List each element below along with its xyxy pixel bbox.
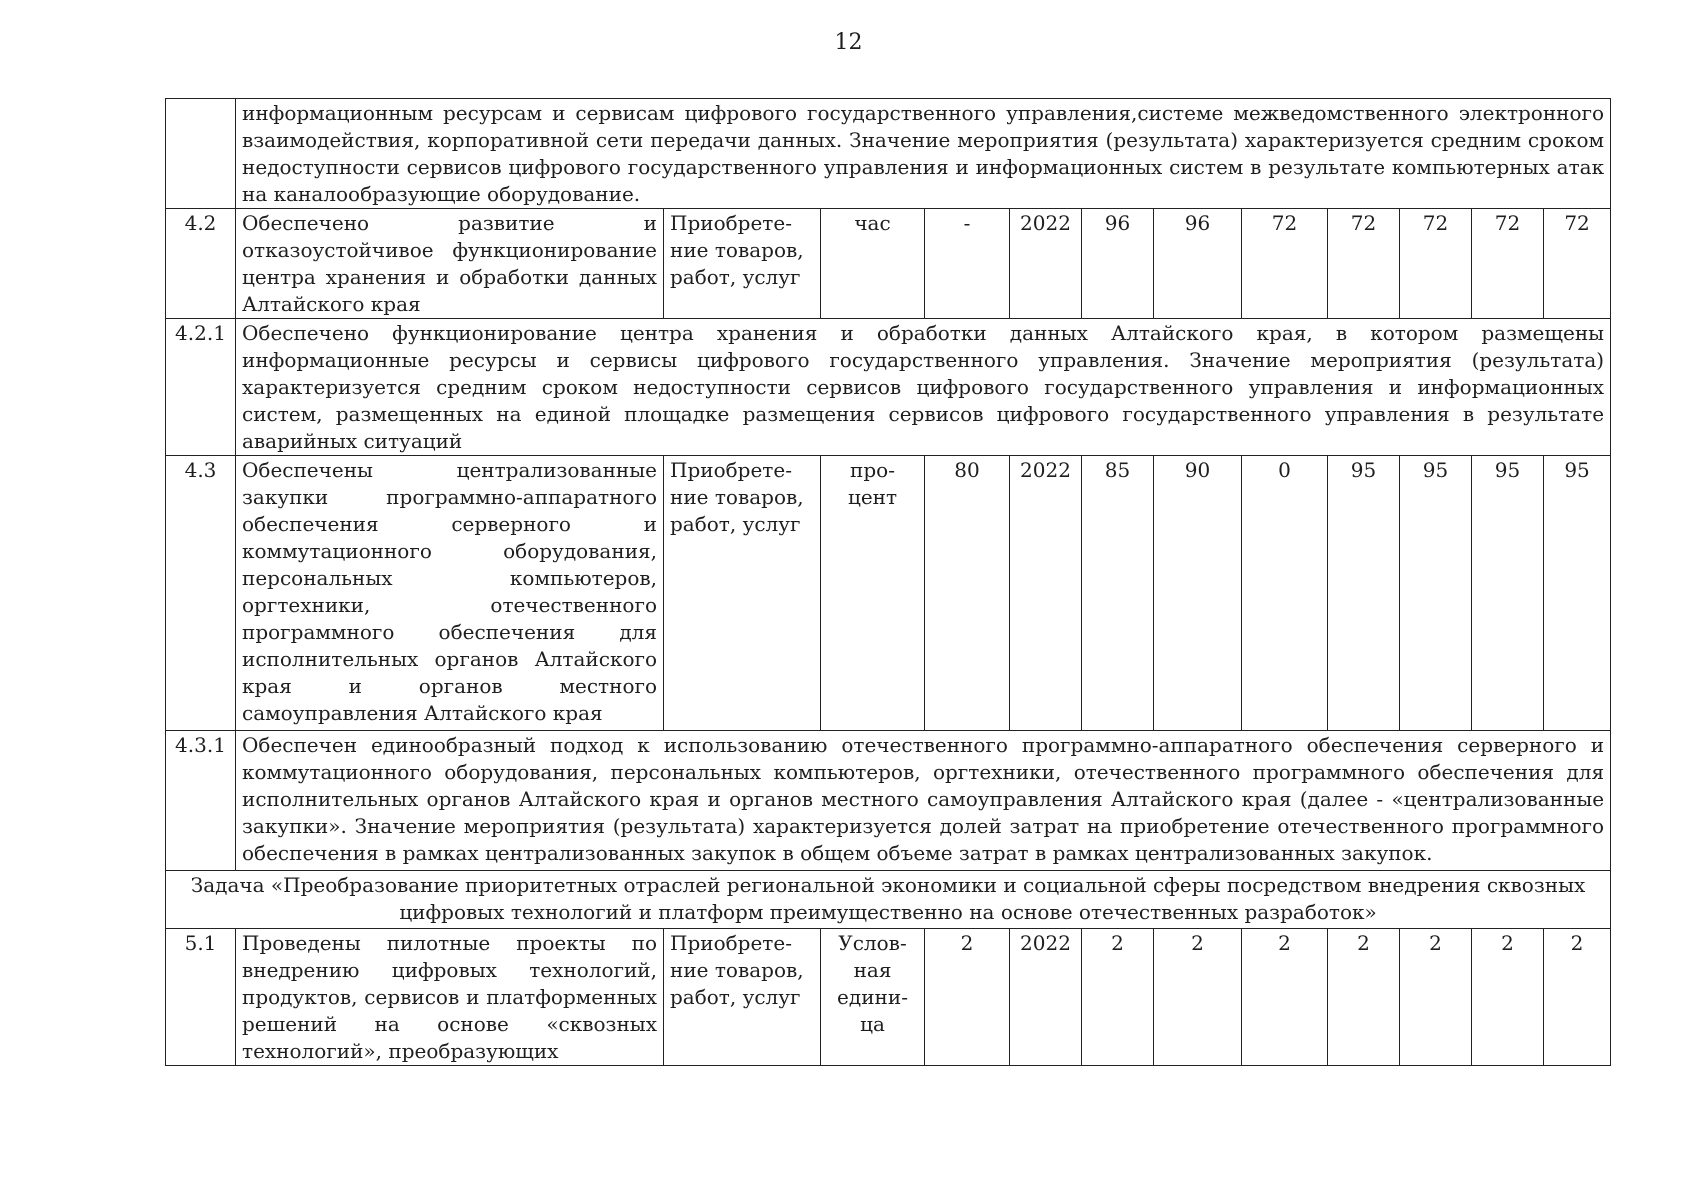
year-value: 72 — [1472, 209, 1544, 319]
result-type: Приобрете-ние товаров, работ, услуг — [664, 456, 821, 731]
base-year: 2022 — [1010, 456, 1082, 731]
result-name: Обеспечены централизованные закупки программно-аппаратного обеспечения серверного и коммутационного оборудования, персональных компьютеров, оргтехники, отечественного программного обеспечения для исполнительных органов Алтайского края и органов местного самоуправления Алтайского края — [236, 456, 664, 731]
base-value: - — [925, 209, 1010, 319]
table-row — [166, 456, 1611, 731]
year-value: 95 — [1400, 456, 1472, 731]
base-value: 2 — [925, 929, 1010, 1066]
year-value: 2 — [1400, 929, 1472, 1066]
year-value: 72 — [1242, 209, 1328, 319]
task-row — [166, 871, 1611, 929]
indicators-table — [165, 98, 1611, 1066]
row-description: Обеспечен единообразный подход к использованию отечественного программно-аппаратного обеспечения серверного и коммутационного оборудования, персональных компьютеров, оргтехники, отечественного программного обеспечения для исполнительных органов Алтайского края и органов местного самоуправления Алтайского края (далее - «централизованные закупки». Значение мероприятия (результата) характеризуется долей затрат на приобретение отечественного программного обеспечения в рамках централизованных закупок в общем объеме затрат в рамках централизованных закупок. — [236, 731, 1611, 871]
base-year: 2022 — [1010, 209, 1082, 319]
year-value: 96 — [1082, 209, 1154, 319]
year-value: 72 — [1544, 209, 1611, 319]
table-row — [166, 99, 1611, 209]
table-row — [166, 731, 1611, 871]
year-value: 95 — [1328, 456, 1400, 731]
base-year: 2022 — [1010, 929, 1082, 1066]
result-type: Приобрете-ние товаров, работ, услуг — [664, 209, 821, 319]
year-value: 2 — [1472, 929, 1544, 1066]
row-number: 5.1 — [166, 929, 236, 1066]
year-value: 72 — [1400, 209, 1472, 319]
row-number: 4.3.1 — [166, 731, 236, 871]
year-value: 2 — [1328, 929, 1400, 1066]
page-number: 12 — [834, 30, 863, 55]
year-value: 96 — [1154, 209, 1242, 319]
year-value: 2 — [1544, 929, 1611, 1066]
row-number — [166, 99, 236, 209]
year-value: 72 — [1328, 209, 1400, 319]
row-description: Обеспечено функционирование центра хранения и обработки данных Алтайского края, в котором размещены информационные ресурсы и сервисы цифрового государственного управления. Значение мероприятия (результата) характеризуется средним сроком недоступности сервисов цифрового государственного управления и информационных систем, размещенных на единой площадке размещения сервисов цифрового государственного управления в результате аварийных ситуаций — [236, 319, 1611, 456]
row-number: 4.3 — [166, 456, 236, 731]
result-name: Проведены пилотные проекты по внедрению цифровых технологий, продуктов, сервисов и платформенных решений на основе «сквозных технологий», преобразующих — [236, 929, 664, 1066]
year-value: 95 — [1472, 456, 1544, 731]
unit-of-measure: Услов-ная едини-ца — [821, 929, 925, 1066]
row-description: информационным ресурсам и сервисам цифрового государственного управления,системе межведомственного электронного взаимодействия, корпоративной сети передачи данных. Значение мероприятия (результата) характеризуется средним сроком недоступности сервисов цифрового государственного управления и информационных систем в результате компьютерных атак на каналообразующие оборудование. — [236, 99, 1611, 209]
row-number: 4.2.1 — [166, 319, 236, 456]
base-value: 80 — [925, 456, 1010, 731]
row-number: 4.2 — [166, 209, 236, 319]
year-value: 2 — [1154, 929, 1242, 1066]
table-row — [166, 319, 1611, 456]
year-value: 2 — [1242, 929, 1328, 1066]
unit-of-measure: про-цент — [821, 456, 925, 731]
unit-of-measure: час — [821, 209, 925, 319]
year-value: 95 — [1544, 456, 1611, 731]
year-value: 2 — [1082, 929, 1154, 1066]
task-heading: Задача «Преобразование приоритетных отраслей региональной экономики и социальной сферы посредством внедрения сквозных цифровых технологий и платформ преимущественно на основе отечественных разработок» — [166, 871, 1611, 929]
table-row — [166, 929, 1611, 1066]
year-value: 90 — [1154, 456, 1242, 731]
result-name: Обеспечено развитие и отказоустойчивое функционирование центра хранения и обработки данных Алтайского края — [236, 209, 664, 319]
year-value: 0 — [1242, 456, 1328, 731]
table-row — [166, 209, 1611, 319]
result-type: Приобрете-ние товаров, работ, услуг — [664, 929, 821, 1066]
year-value: 85 — [1082, 456, 1154, 731]
